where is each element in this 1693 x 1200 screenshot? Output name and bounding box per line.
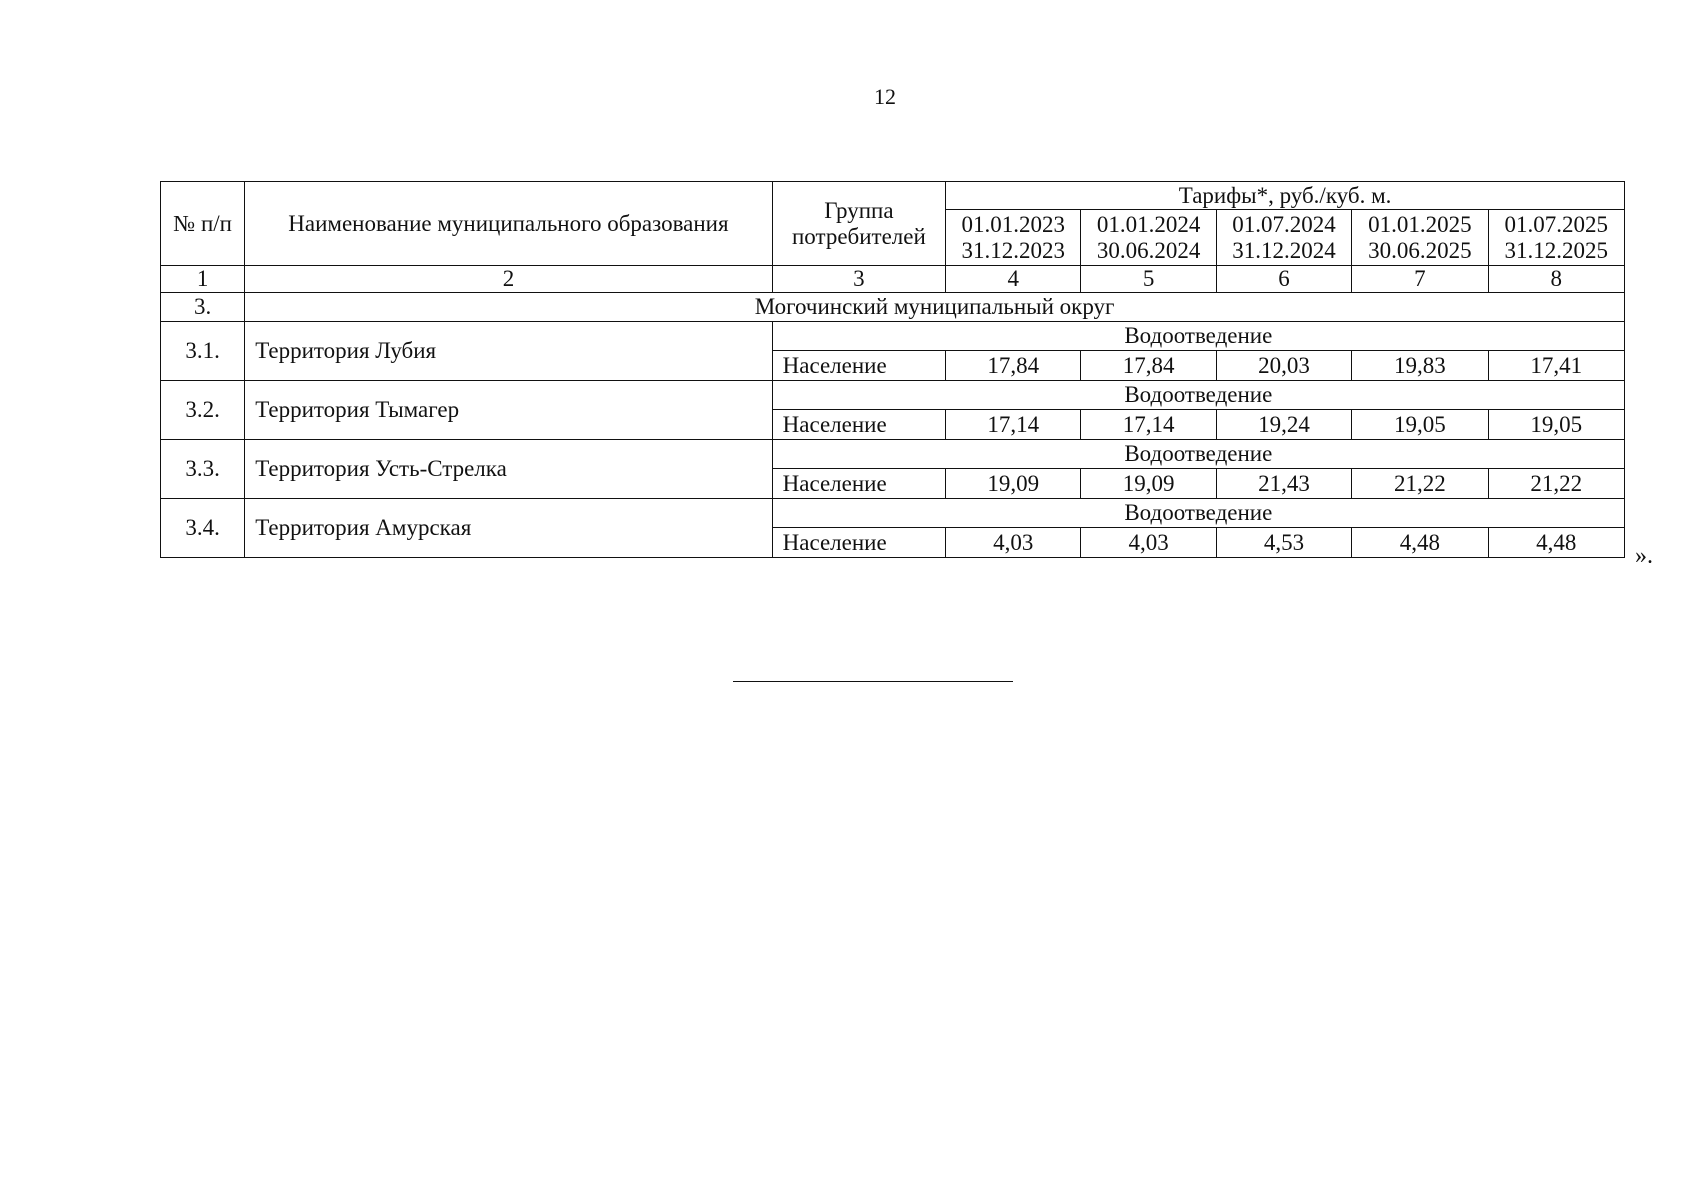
district-name: Могочинский муниципальный округ xyxy=(245,293,1625,322)
end-divider-line xyxy=(733,681,1013,682)
header-period xyxy=(1488,210,1624,266)
table-row xyxy=(161,440,1625,469)
header-tariffs-title: Тарифы*, руб./куб. м. xyxy=(946,182,1625,210)
tariff-value: 19,05 xyxy=(1352,410,1488,440)
territory-name: Территория Усть-Стрелка xyxy=(245,440,772,499)
period-to: 31.12.2025 xyxy=(1504,237,1609,263)
territory-name: Территория Амурская xyxy=(245,499,772,558)
row-index: 3.4. xyxy=(161,499,245,558)
column-number: 5 xyxy=(1081,266,1216,293)
table-row xyxy=(161,499,1625,528)
period-to: 31.12.2024 xyxy=(1232,237,1336,263)
district-row xyxy=(161,293,1625,322)
column-number-row xyxy=(161,266,1625,293)
tariff-value: 17,41 xyxy=(1488,351,1624,381)
period-to: 31.12.2023 xyxy=(961,237,1066,263)
header-period xyxy=(946,210,1081,266)
table-row xyxy=(161,381,1625,410)
header-index: № п/п xyxy=(161,182,245,266)
tariff-value: 19,09 xyxy=(946,469,1081,499)
row-index: 3.3. xyxy=(161,440,245,499)
column-number: 4 xyxy=(946,266,1081,293)
column-number: 3 xyxy=(772,266,945,293)
tariff-value: 21,22 xyxy=(1352,469,1488,499)
tariff-value: 17,84 xyxy=(1081,351,1216,381)
header-row-top xyxy=(161,182,1625,210)
tariff-value: 4,53 xyxy=(1216,528,1351,558)
header-period xyxy=(1216,210,1351,266)
header-municipality: Наименование муниципального образования xyxy=(245,182,772,266)
tariff-value: 21,22 xyxy=(1488,469,1624,499)
column-number: 7 xyxy=(1352,266,1488,293)
consumer-group: Население xyxy=(772,410,945,440)
header-period xyxy=(1081,210,1216,266)
column-number: 8 xyxy=(1488,266,1624,293)
page-number: 12 xyxy=(874,84,896,109)
tariff-value: 4,48 xyxy=(1352,528,1488,558)
row-index: 3.2. xyxy=(161,381,245,440)
period-from: 01.07.2025 xyxy=(1504,212,1609,238)
territory-name: Территория Тымагер xyxy=(245,381,772,440)
tariff-value: 17,14 xyxy=(946,410,1081,440)
service-name: Водоотведение xyxy=(772,381,1624,410)
table-row xyxy=(161,322,1625,351)
header-consumer-group: Группа потребителей xyxy=(772,182,945,266)
tariff-value: 19,09 xyxy=(1081,469,1216,499)
service-name: Водоотведение xyxy=(772,499,1624,528)
district-index: 3. xyxy=(161,293,245,322)
closing-quote: ». xyxy=(1635,543,1653,569)
tariff-value: 4,48 xyxy=(1488,528,1624,558)
tariff-value: 17,14 xyxy=(1081,410,1216,440)
service-name: Водоотведение xyxy=(772,322,1624,351)
tariff-value: 20,03 xyxy=(1216,351,1351,381)
tariff-value: 19,83 xyxy=(1352,351,1488,381)
period-from: 01.07.2024 xyxy=(1232,212,1336,238)
service-name: Водоотведение xyxy=(772,440,1624,469)
column-number: 6 xyxy=(1216,266,1351,293)
consumer-group: Население xyxy=(772,469,945,499)
row-index: 3.1. xyxy=(161,322,245,381)
period-from: 01.01.2024 xyxy=(1096,212,1201,238)
consumer-group: Население xyxy=(772,528,945,558)
tariff-value: 19,24 xyxy=(1216,410,1351,440)
tariff-value: 19,05 xyxy=(1488,410,1624,440)
tariff-table xyxy=(160,181,1625,558)
tariff-value: 21,43 xyxy=(1216,469,1351,499)
period-from: 01.01.2025 xyxy=(1368,212,1472,238)
period-to: 30.06.2025 xyxy=(1368,237,1472,263)
period-to: 30.06.2024 xyxy=(1096,237,1201,263)
header-period xyxy=(1352,210,1488,266)
tariff-value: 4,03 xyxy=(1081,528,1216,558)
column-number: 1 xyxy=(161,266,245,293)
consumer-group: Население xyxy=(772,351,945,381)
tariff-value: 4,03 xyxy=(946,528,1081,558)
period-from: 01.01.2023 xyxy=(961,212,1066,238)
tariff-value: 17,84 xyxy=(946,351,1081,381)
column-number: 2 xyxy=(245,266,772,293)
territory-name: Территория Лубия xyxy=(245,322,772,381)
